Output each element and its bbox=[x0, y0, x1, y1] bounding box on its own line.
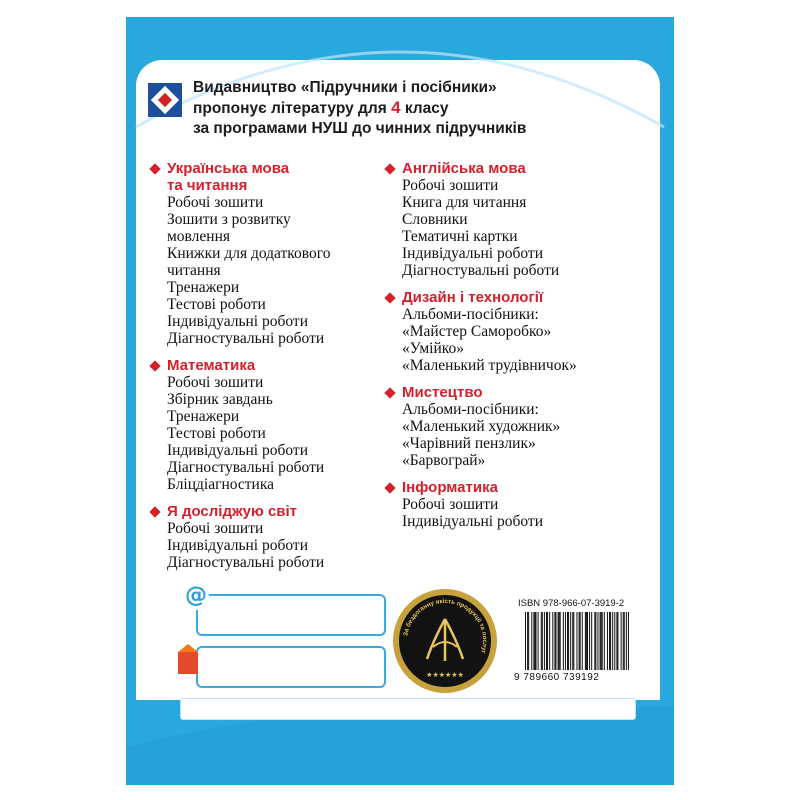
grade-number: 4 bbox=[391, 98, 401, 117]
right_column-category-group bbox=[402, 160, 577, 279]
barcode-bar bbox=[568, 612, 569, 670]
barcode-bar bbox=[617, 612, 618, 670]
product-item: Тестові роботи bbox=[167, 425, 266, 442]
product-item: Словники bbox=[402, 211, 468, 228]
barcode-bar bbox=[587, 612, 588, 670]
category-title: Англійська мова bbox=[380, 160, 577, 177]
barcode-bar bbox=[570, 612, 571, 670]
category-title: Українська мова bbox=[145, 160, 330, 177]
barcode-bar bbox=[536, 612, 537, 670]
product-item: читання bbox=[167, 262, 221, 279]
isbn-label: ISBN 978-966-07-3919-2 bbox=[518, 598, 625, 609]
right_column-category-group bbox=[402, 384, 577, 469]
product-item: Індивідуальні роботи bbox=[167, 442, 308, 459]
email-field[interactable] bbox=[196, 594, 386, 636]
barcode-bar bbox=[544, 612, 545, 670]
product-item: мовлення bbox=[167, 228, 231, 245]
product-item: Індивідуальні роботи bbox=[402, 513, 543, 530]
barcode-bar bbox=[580, 612, 581, 670]
barcode-bar bbox=[601, 612, 602, 670]
publisher-header bbox=[193, 78, 526, 139]
product-item: «Умійко» bbox=[402, 340, 465, 357]
barcode-bar bbox=[624, 612, 625, 670]
left_column-category-group bbox=[167, 503, 330, 571]
product-item: Книга для читання bbox=[402, 194, 527, 211]
product-item: Діагностувальні роботи bbox=[167, 330, 325, 347]
product-item: Зошити з розвитку bbox=[167, 211, 291, 228]
barcode-bar bbox=[542, 612, 543, 670]
left_column-category-group bbox=[167, 357, 330, 493]
product-item: Тематичні картки bbox=[402, 228, 518, 245]
product-item: Індивідуальні роботи bbox=[167, 537, 308, 554]
category-title: та читання bbox=[167, 177, 248, 194]
barcode-bar bbox=[600, 612, 601, 670]
product-item: «Маленький художник» bbox=[402, 418, 561, 435]
barcode-bar bbox=[585, 612, 586, 670]
product-item: Діагностувальні роботи bbox=[402, 262, 560, 279]
address-strip bbox=[180, 698, 636, 720]
header-line-1: Видавництво «Підручники і посібники» bbox=[193, 79, 497, 96]
barcode-bar bbox=[614, 612, 615, 670]
category-title: Мистецтво bbox=[380, 384, 577, 401]
product-item: Тестові роботи bbox=[167, 296, 266, 313]
barcode-bar bbox=[558, 612, 559, 670]
product-item: Альбоми-посібники: bbox=[402, 306, 539, 323]
product-item: Збірник завдань bbox=[167, 391, 273, 408]
barcode-bar bbox=[591, 612, 592, 670]
barcode-bar bbox=[559, 612, 560, 670]
website-field[interactable] bbox=[196, 646, 386, 688]
barcode-bar bbox=[563, 612, 564, 670]
product-item: Робочі зошити bbox=[402, 496, 499, 513]
product-item: Тренажери bbox=[167, 279, 240, 296]
product-item: Діагностувальні роботи bbox=[167, 459, 325, 476]
barcode-bar bbox=[560, 612, 561, 670]
barcode-bar bbox=[586, 612, 587, 670]
barcode-bar bbox=[531, 612, 532, 670]
right_column-category-group bbox=[402, 289, 577, 374]
header-line-3: за програмами НУШ до чинних підручників bbox=[193, 120, 527, 137]
quality-seal-emblem bbox=[393, 589, 497, 693]
right-column bbox=[402, 160, 577, 540]
barcode-bar bbox=[582, 612, 583, 670]
barcode-bar bbox=[594, 612, 595, 670]
product-item: «Барвограй» bbox=[402, 452, 486, 469]
header-line-2-text: пропонує літературу для bbox=[193, 100, 392, 117]
product-item: «Майстер Саморобко» bbox=[402, 323, 552, 340]
product-item: Робочі зошити bbox=[402, 177, 499, 194]
barcode bbox=[525, 612, 629, 674]
category-title: Дизайн і технології bbox=[380, 289, 577, 306]
barcode-bar bbox=[607, 612, 608, 670]
header-line-2-suffix: класу bbox=[400, 100, 449, 117]
product-item: Альбоми-посібники: bbox=[402, 401, 539, 418]
product-item: Робочі зошити bbox=[167, 194, 264, 211]
product-item: Робочі зошити bbox=[167, 520, 264, 537]
barcode-bar bbox=[626, 612, 627, 670]
barcode-bar bbox=[546, 612, 547, 670]
barcode-bar bbox=[525, 612, 526, 670]
category-title: Математика bbox=[145, 357, 330, 374]
product-item: «Чарівний пензлик» bbox=[402, 435, 536, 452]
seal-text: За бездоганну якість продукції та послуг bbox=[402, 597, 489, 654]
barcode-bar bbox=[549, 612, 550, 670]
barcode-bar bbox=[565, 612, 566, 670]
product-item: Робочі зошити bbox=[167, 374, 264, 391]
right_column-category-group bbox=[402, 479, 577, 530]
barcode-bar bbox=[541, 612, 542, 670]
barcode-bar bbox=[573, 612, 574, 670]
product-item: Діагностувальні роботи bbox=[167, 554, 325, 571]
barcode-bar bbox=[552, 612, 553, 670]
header-line-2 bbox=[193, 98, 526, 119]
email-icon: @ bbox=[185, 583, 207, 608]
barcode-bar bbox=[602, 612, 603, 670]
seal-stars: ★★★★★★ bbox=[426, 671, 464, 679]
barcode-bar bbox=[628, 612, 629, 670]
product-item: Індивідуальні роботи bbox=[402, 245, 543, 262]
barcode-bar bbox=[609, 612, 610, 670]
barcode-bar bbox=[538, 612, 539, 670]
barcode-number: 9 789660 739192 bbox=[514, 672, 600, 683]
product-item: Тренажери bbox=[167, 408, 240, 425]
barcode-bar bbox=[572, 612, 573, 670]
barcode-bar bbox=[604, 612, 605, 670]
barcode-bar bbox=[533, 612, 534, 670]
barcode-bar bbox=[547, 612, 548, 670]
barcode-bar bbox=[554, 612, 555, 670]
house-icon bbox=[178, 652, 198, 674]
barcode-bar bbox=[597, 612, 598, 670]
barcode-bar bbox=[610, 612, 611, 670]
category-title: Інформатика bbox=[380, 479, 577, 496]
barcode-bar bbox=[579, 612, 580, 670]
barcode-bar bbox=[567, 612, 568, 670]
product-item: «Маленький трудівничок» bbox=[402, 357, 577, 374]
barcode-bar bbox=[612, 612, 613, 670]
product-item: Індивідуальні роботи bbox=[167, 313, 308, 330]
product-item: Бліцдіагностика bbox=[167, 476, 275, 493]
barcode-bar bbox=[555, 612, 556, 670]
barcode-bar bbox=[595, 612, 596, 670]
barcode-bar bbox=[589, 612, 590, 670]
barcode-bar bbox=[534, 612, 535, 670]
category-title: Я досліджую світ bbox=[145, 503, 330, 520]
barcode-bar bbox=[616, 612, 617, 670]
product-item: Книжки для додаткового bbox=[167, 245, 331, 262]
left-column bbox=[167, 160, 330, 581]
barcode-bar bbox=[527, 612, 528, 670]
barcode-bar bbox=[623, 612, 624, 670]
barcode-bar bbox=[528, 612, 529, 670]
barcode-bar bbox=[576, 612, 577, 670]
left_column-category-group bbox=[167, 160, 330, 347]
barcode-bar bbox=[621, 612, 622, 670]
